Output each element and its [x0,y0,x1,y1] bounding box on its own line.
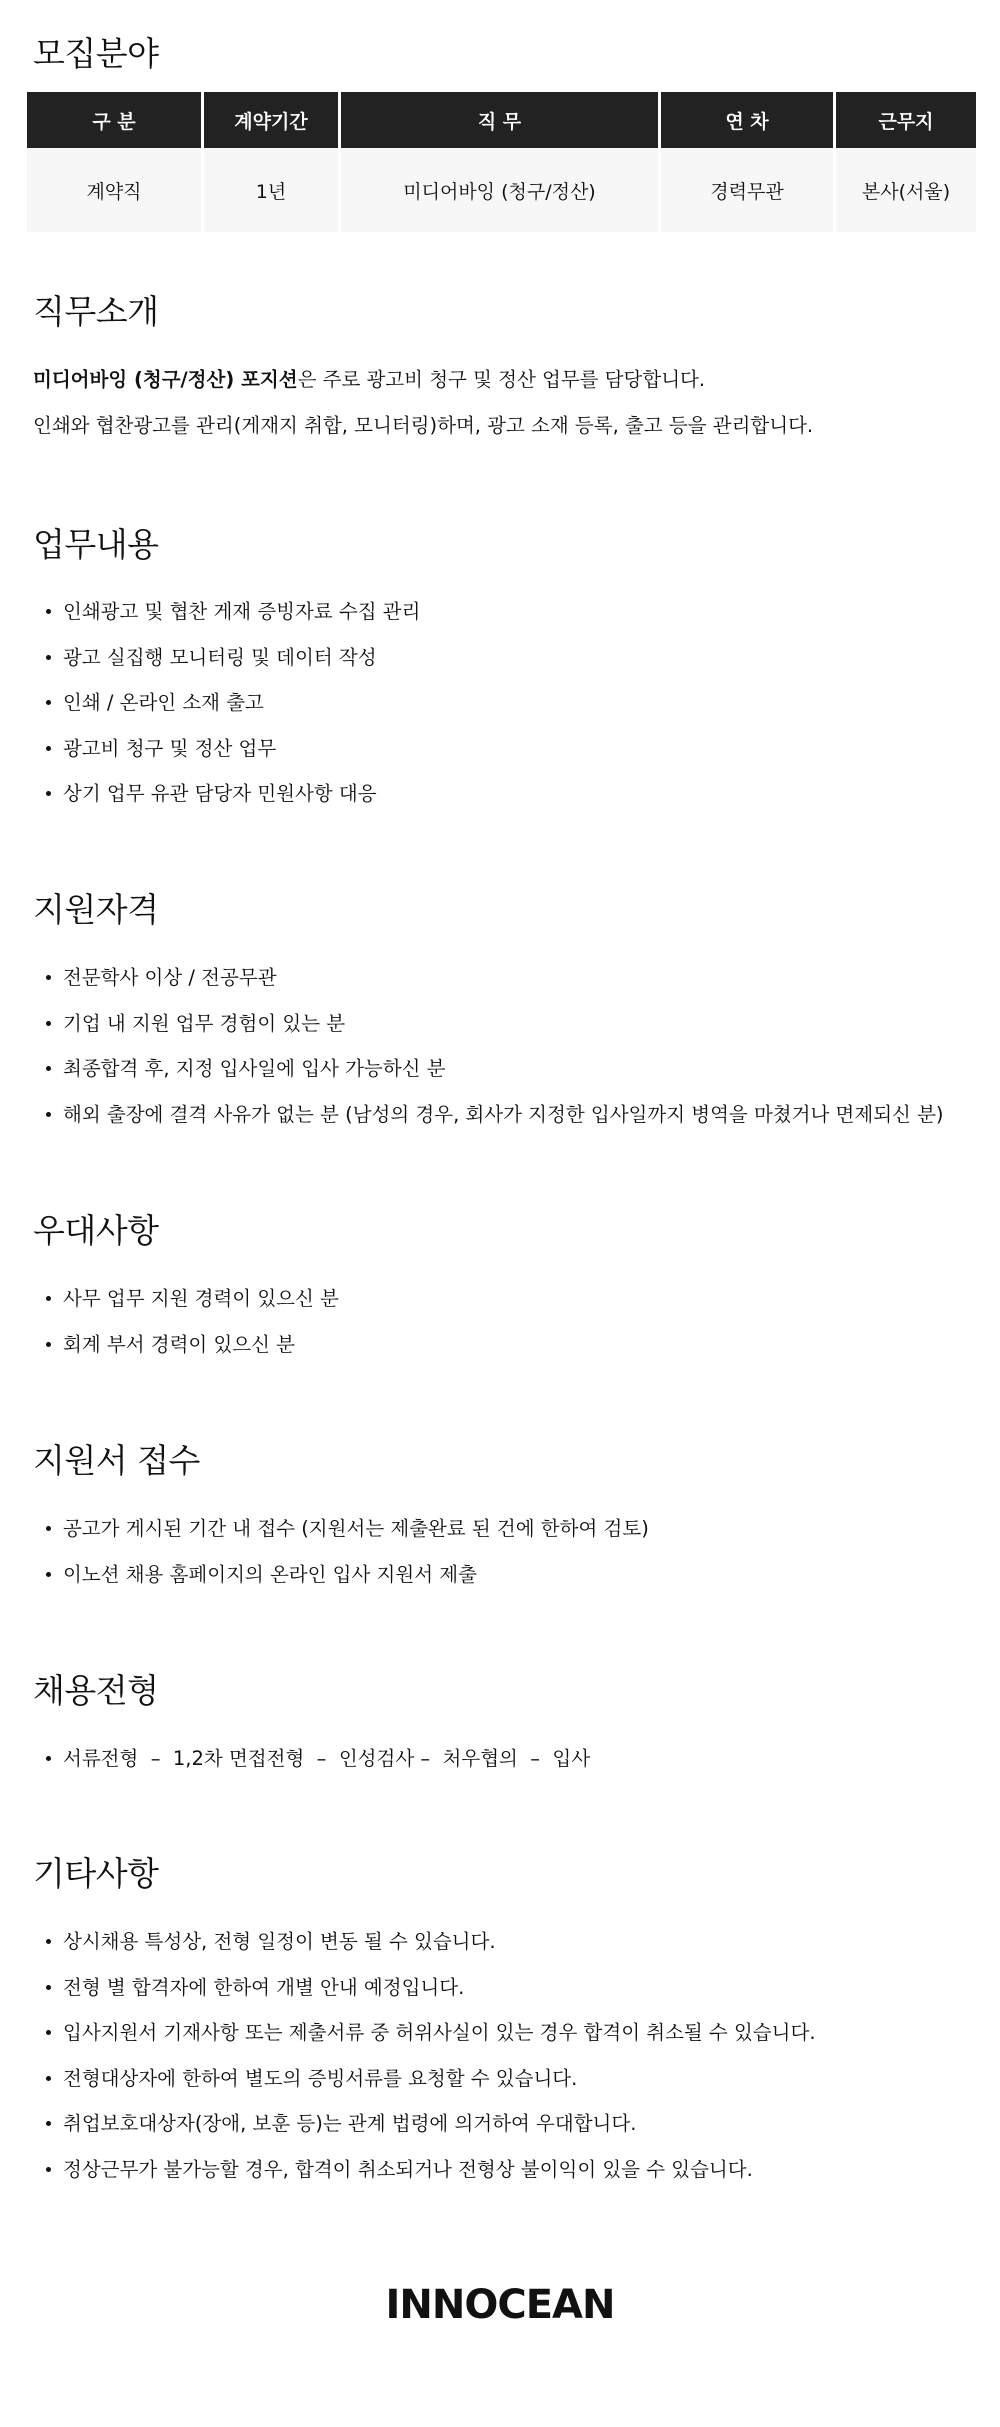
bullet-icon [46,975,51,980]
list-item [33,1552,649,1598]
cell-location: 본사(서울) [836,148,976,232]
bullet-icon [46,1939,51,1944]
list-item [33,1322,339,1368]
list-item-text: 해외 출장에 결격 사유가 없는 분 (남성의 경우, 회사가 지정한 입사일까지 병역을 마쳤거나 면제되신 분) [63,1102,944,1126]
cell-contract-period: 1년 [204,148,338,232]
header-contract-period: 계약기간 [204,92,338,148]
list-item [33,589,420,635]
header-job: 직 무 [341,92,658,148]
list-item-text: 전형대상자에 한하여 별도의 증빙서류를 요청할 수 있습니다. [63,2066,578,2090]
bullet-icon [46,2076,51,2081]
list-item-text: 기업 내 지원 업무 경험이 있는 분 [63,1011,346,1035]
list-item [33,1046,944,1092]
intro-line-1 [33,357,705,403]
list-item-text: 취업보호대상자(장애, 보훈 등)는 관계 법령에 의거하여 우대합니다. [63,2112,637,2135]
innocean-logo: INNOCEAN [385,2282,615,2328]
recruit-table [24,92,979,232]
application-list [33,1506,649,1597]
recruit-section-title: 모집분야 [33,34,159,73]
preferred-list [33,1276,339,1367]
list-item-text: 인쇄 / 온라인 소재 출고 [63,691,264,714]
bullet-icon [46,791,51,796]
intro-line-2: 인쇄와 협찬광고를 관리(게재지 취합, 모니터링)하며, 광고 소재 등록, 출고 등을 관리합니다. [33,414,814,437]
list-item [33,2147,816,2193]
cell-job: 미디어바잉 (청구/정산) [341,148,658,232]
etc-section-title: 기타사항 [33,1854,159,1893]
list-item [33,1276,339,1322]
qualifications-list [33,955,944,1137]
bullet-icon [46,1526,51,1531]
intro-section-title: 직무소개 [33,292,159,331]
intro-line-1-rest: 은 주로 광고비 청구 및 정산 업무를 담당합니다. [297,368,706,391]
list-item [33,726,420,772]
duties-section-title: 업무내용 [33,525,159,564]
process-list [33,1736,590,1782]
list-item [33,1506,649,1552]
list-item-text: 입사지원서 기재사항 또는 제출서류 중 허위사실이 있는 경우 합격이 취소될 수 있습니다. [63,2021,816,2044]
header-category: 구 분 [27,92,201,148]
cell-experience: 경력무관 [661,148,833,232]
list-item [33,1736,590,1782]
list-item-text: 상기 업무 유관 담당자 민원사항 대응 [63,782,377,805]
bullet-icon [46,1572,51,1577]
bullet-icon [46,1756,51,1761]
preferred-section-title: 우대사항 [33,1211,159,1250]
list-item-text: 서류전형 – 1,2차 면접전형 – 인성검사 – 처우협의 – 입사 [63,1747,591,1770]
list-item-text: 이노션 채용 홈페이지의 온라인 입사 지원서 제출 [63,1562,477,1586]
qualifications-section-title: 지원자격 [33,890,159,929]
bullet-icon [46,746,51,751]
bullet-icon [46,1342,51,1347]
list-item [33,2010,816,2056]
list-item [33,1092,944,1138]
list-item-text: 광고 실집행 모니터링 및 데이터 작성 [63,645,377,669]
list-item-text: 공고가 게시된 기간 내 접수 (지원서는 제출완료 된 건에 한하여 검토) [63,1517,649,1540]
table-row [27,148,976,232]
bullet-icon [46,1066,51,1071]
bullet-icon [46,2121,51,2126]
application-section-title: 지원서 접수 [33,1441,200,1480]
list-item [33,2056,816,2102]
list-item [33,1001,944,1047]
header-experience: 연 차 [661,92,833,148]
bullet-icon [46,1985,51,1990]
header-location: 근무지 [836,92,976,148]
list-item [33,635,420,681]
intro-position-name: 미디어바잉 (청구/정산) 포지션 [33,368,298,391]
list-item [33,955,944,1001]
bullet-icon [46,609,51,614]
list-item-text: 인쇄광고 및 협찬 게재 증빙자료 수집 관리 [63,600,421,623]
list-item-text: 상시채용 특성상, 전형 일정이 변동 될 수 있습니다. [63,1930,496,1953]
etc-list [33,1919,816,2192]
list-item [33,771,420,817]
list-item-text: 사무 업무 지원 경력이 있으신 분 [63,1287,339,1310]
bullet-icon [46,1021,51,1026]
bullet-icon [46,2030,51,2035]
bullet-icon [46,700,51,705]
list-item [33,1965,816,2011]
list-item [33,1919,816,1965]
bullet-icon [46,2167,51,2172]
bullet-icon [46,1112,51,1117]
cell-category: 계약직 [27,148,201,232]
bullet-icon [46,655,51,660]
list-item-text: 최종합격 후, 지정 입사일에 입사 가능하신 분 [63,1057,446,1080]
list-item [33,680,420,726]
list-item-text: 전형 별 합격자에 한하여 개별 안내 예정입니다. [63,1975,465,1999]
list-item-text: 전문학사 이상 / 전공무관 [63,966,277,989]
list-item-text: 광고비 청구 및 정산 업무 [63,736,277,760]
process-section-title: 채용전형 [33,1671,159,1710]
recruit-table-header-row [27,92,976,148]
list-item-text: 정상근무가 불가능할 경우, 합격이 취소되거나 전형상 불이익이 있을 수 있습니다. [63,2157,753,2181]
list-item [33,2101,816,2147]
duties-list [33,589,420,817]
bullet-icon [46,1296,51,1301]
list-item-text: 회계 부서 경력이 있으신 분 [63,1332,296,1356]
